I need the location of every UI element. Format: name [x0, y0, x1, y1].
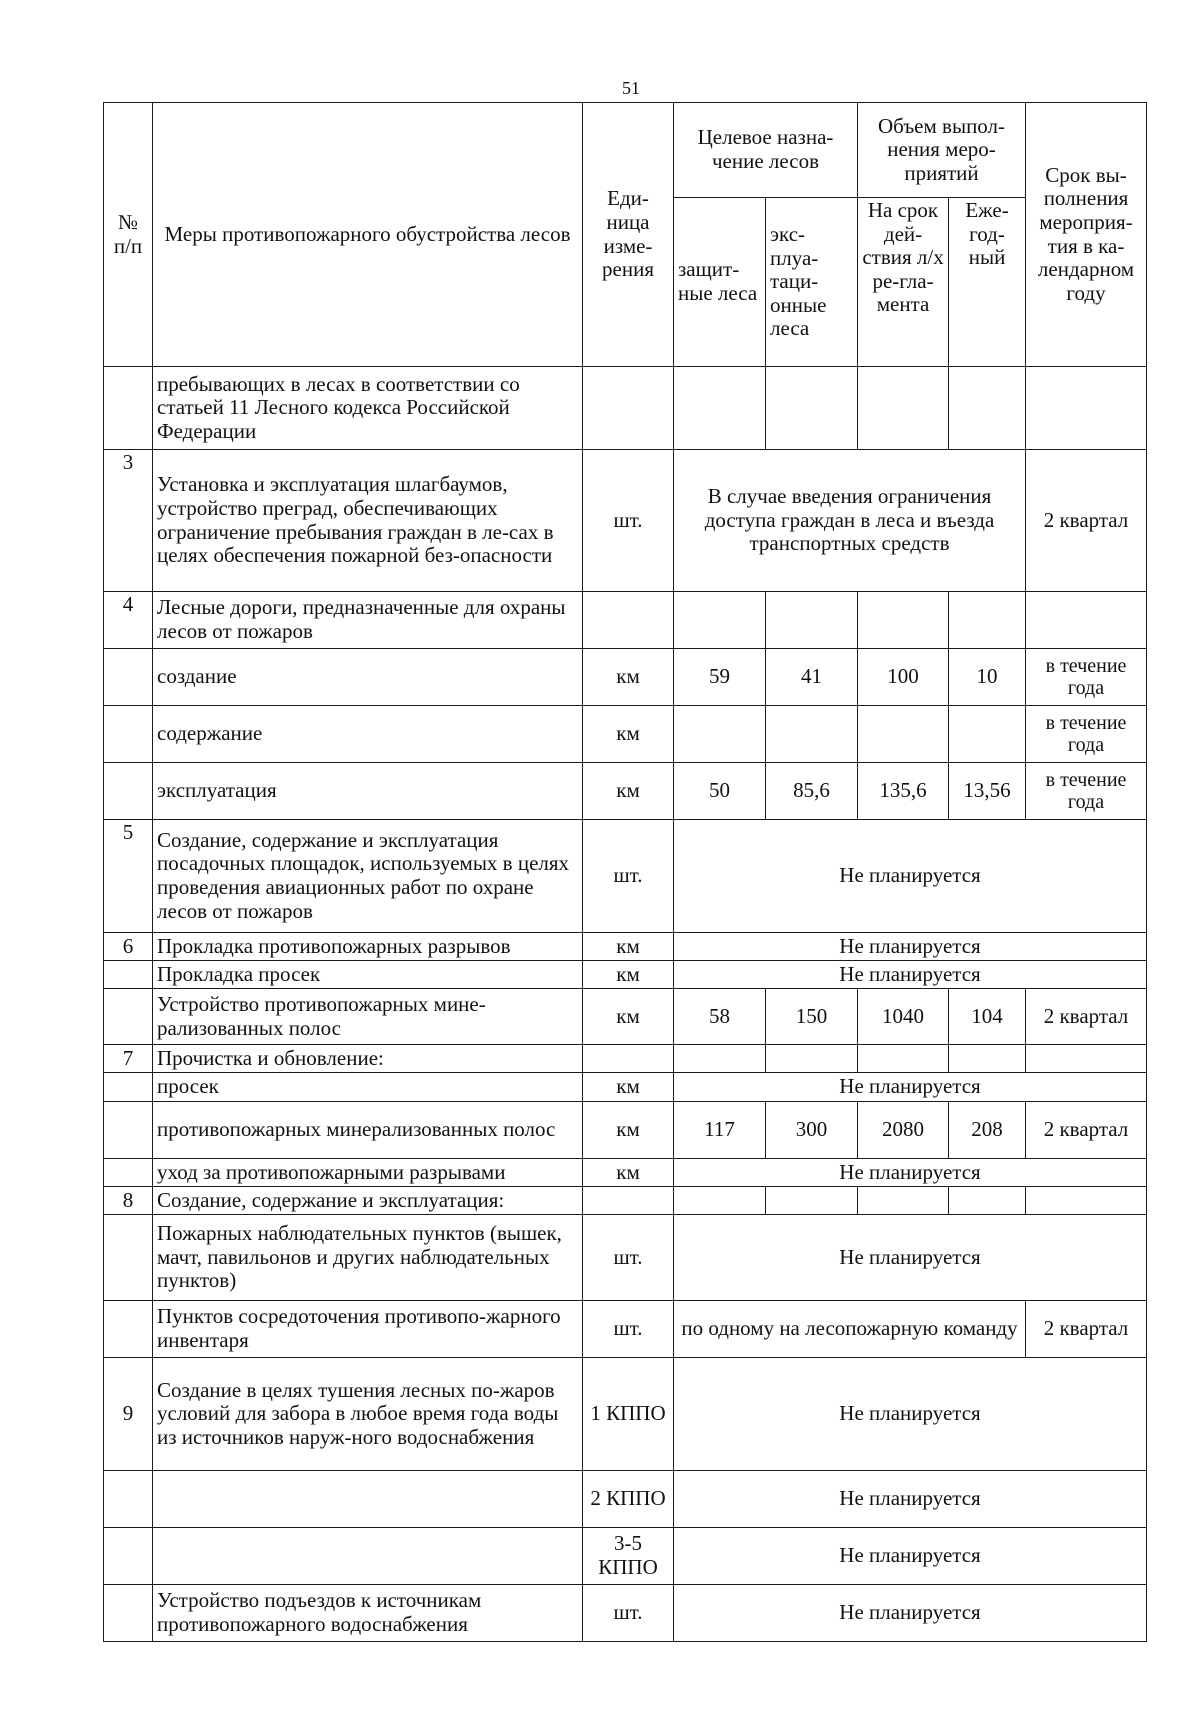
per-term-value: 2080	[858, 1102, 949, 1159]
unit-cell: км	[583, 961, 674, 989]
unit-cell: км	[583, 706, 674, 763]
merged-note: по одному на лесопожарную команду	[674, 1301, 1026, 1358]
table-row	[104, 1301, 1147, 1358]
unit-cell: км	[583, 763, 674, 820]
measure-text: содержание	[153, 706, 583, 763]
header-unit: Еди-ница изме-рения	[583, 103, 674, 367]
measure-text: создание	[153, 649, 583, 706]
per-term-value: 100	[858, 649, 949, 706]
unit-cell: 1 КППО	[583, 1358, 674, 1471]
table-row	[104, 450, 1147, 592]
table-row	[104, 1215, 1147, 1301]
merged-note: Не планируется	[674, 1358, 1147, 1471]
merged-note: Не планируется	[674, 1159, 1147, 1187]
term-cell: в течение года	[1026, 706, 1147, 763]
table-row	[104, 1471, 1147, 1528]
measure-text: просек	[153, 1073, 583, 1102]
table-row	[104, 989, 1147, 1045]
unit-cell: шт.	[583, 820, 674, 933]
operational-value: 150	[766, 989, 858, 1045]
table-row	[104, 763, 1147, 820]
row-number: 5	[104, 820, 153, 933]
term-cell: 2 квартал	[1026, 450, 1147, 592]
measure-text: эксплуатация	[153, 763, 583, 820]
measure-text: Устройство подъездов к источникам противопожарного водоснабжения	[153, 1585, 583, 1642]
unit-cell: 2 КППО	[583, 1471, 674, 1528]
table-row	[104, 649, 1147, 706]
measure-text: Создание в целях тушения лесных по-жаров условий для забора в любое время года воды из источников наруж-ного водоснабжения	[153, 1358, 583, 1471]
row-number: 9	[104, 1358, 153, 1471]
annual-value: 208	[949, 1102, 1026, 1159]
header-volume: Объем выпол-нения меро-приятий	[858, 103, 1026, 198]
table-row	[104, 367, 1147, 450]
row-number: 3	[104, 450, 153, 592]
header-operational: экс-плуа-таци-онные леса	[766, 198, 858, 367]
term-cell: 2 квартал	[1026, 1301, 1147, 1358]
measure-text: Прокладка противопожарных разрывов	[153, 933, 583, 961]
measure-text: Установка и эксплуатация шлагбаумов, устройство преград, обеспечивающих ограничение пребывания граждан в ле-сах в целях обеспечения пожарной без-опасности	[153, 450, 583, 592]
measure-text: Устройство противопожарных мине-рализованных полос	[153, 989, 583, 1045]
measure-text: пребывающих в лесах в соответствии со статьей 11 Лесного кодекса Российской Федерации	[153, 367, 583, 450]
term-cell: в течение года	[1026, 763, 1147, 820]
unit-cell: км	[583, 989, 674, 1045]
merged-note: Не планируется	[674, 1585, 1147, 1642]
table-row	[104, 933, 1147, 961]
merged-note: Не планируется	[674, 1528, 1147, 1585]
protective-value: 50	[674, 763, 766, 820]
header-protective: защит-ные леса	[674, 198, 766, 367]
measure-text: противопожарных минерализованных полос	[153, 1102, 583, 1159]
unit-cell: км	[583, 1159, 674, 1187]
row-number: 8	[104, 1187, 153, 1215]
header-measures: Меры противопожарного обустройства лесов	[153, 103, 583, 367]
table-header-row	[104, 103, 1147, 198]
merged-note: Не планируется	[674, 1215, 1147, 1301]
measure-text: уход за противопожарными разрывами	[153, 1159, 583, 1187]
table-row	[104, 1045, 1147, 1073]
table-row	[104, 1102, 1147, 1159]
protective-value: 59	[674, 649, 766, 706]
table-row	[104, 820, 1147, 933]
unit-cell: шт.	[583, 1215, 674, 1301]
table-row	[104, 592, 1147, 649]
measure-text: Создание, содержание и эксплуатация посадочных площадок, используемых в целях проведения авиационных работ по охране лесов от пожаров	[153, 820, 583, 933]
unit-cell: км	[583, 933, 674, 961]
measure-text: Создание, содержание и эксплуатация:	[153, 1187, 583, 1215]
operational-value: 300	[766, 1102, 858, 1159]
operational-value: 41	[766, 649, 858, 706]
table-row	[104, 1528, 1147, 1585]
operational-value: 85,6	[766, 763, 858, 820]
row-number: 6	[104, 933, 153, 961]
unit-cell: км	[583, 649, 674, 706]
unit-cell: шт.	[583, 450, 674, 592]
page-number: 51	[622, 78, 640, 98]
row-number: 4	[104, 592, 153, 649]
measure-text: Прокладка просек	[153, 961, 583, 989]
annual-value: 104	[949, 989, 1026, 1045]
term-cell: в течение года	[1026, 649, 1147, 706]
unit-cell: км	[583, 1073, 674, 1102]
term-cell: 2 квартал	[1026, 1102, 1147, 1159]
measure-text: Прочистка и обновление:	[153, 1045, 583, 1073]
merged-note: В случае введения ограничения доступа граждан в леса и въезда транспортных средств	[674, 450, 1026, 592]
measure-text: Пунктов сосредоточения противопо-жарного инвентаря	[153, 1301, 583, 1358]
table-row	[104, 706, 1147, 763]
unit-cell: шт.	[583, 1301, 674, 1358]
merged-note: Не планируется	[674, 1471, 1147, 1528]
unit-cell: км	[583, 1102, 674, 1159]
header-num: № п/п	[104, 103, 153, 367]
per-term-value: 135,6	[858, 763, 949, 820]
header-annual: Еже-год-ный	[949, 198, 1026, 367]
table-row	[104, 1073, 1147, 1102]
header-per-term: На срок дей-ствия л/х ре-гла-мента	[858, 198, 949, 367]
per-term-value: 1040	[858, 989, 949, 1045]
row-number: 7	[104, 1045, 153, 1073]
table-row	[104, 1585, 1147, 1642]
annual-value: 10	[949, 649, 1026, 706]
term-cell: 2 квартал	[1026, 989, 1147, 1045]
measure-text: Пожарных наблюдательных пунктов (вышек, мачт, павильонов и других наблюдательных пунктов)	[153, 1215, 583, 1301]
table-row	[104, 1358, 1147, 1471]
protective-value: 117	[674, 1102, 766, 1159]
merged-note: Не планируется	[674, 820, 1147, 933]
unit-cell: шт.	[583, 1585, 674, 1642]
measure-text: Лесные дороги, предназначенные для охраны лесов от пожаров	[153, 592, 583, 649]
table-row	[104, 1187, 1147, 1215]
header-deadline: Срок вы-полнения мероприя-тия в ка-лендарном году	[1026, 103, 1147, 367]
merged-note: Не планируется	[674, 961, 1147, 989]
merged-note: Не планируется	[674, 1073, 1147, 1102]
table-row	[104, 961, 1147, 989]
header-purpose: Целевое назна-чение лесов	[674, 103, 858, 198]
annual-value: 13,56	[949, 763, 1026, 820]
table-row	[104, 1159, 1147, 1187]
fire-prevention-measures-table	[103, 102, 1147, 1642]
protective-value: 58	[674, 989, 766, 1045]
merged-note: Не планируется	[674, 933, 1147, 961]
unit-cell: 3-5 КППО	[583, 1528, 674, 1585]
